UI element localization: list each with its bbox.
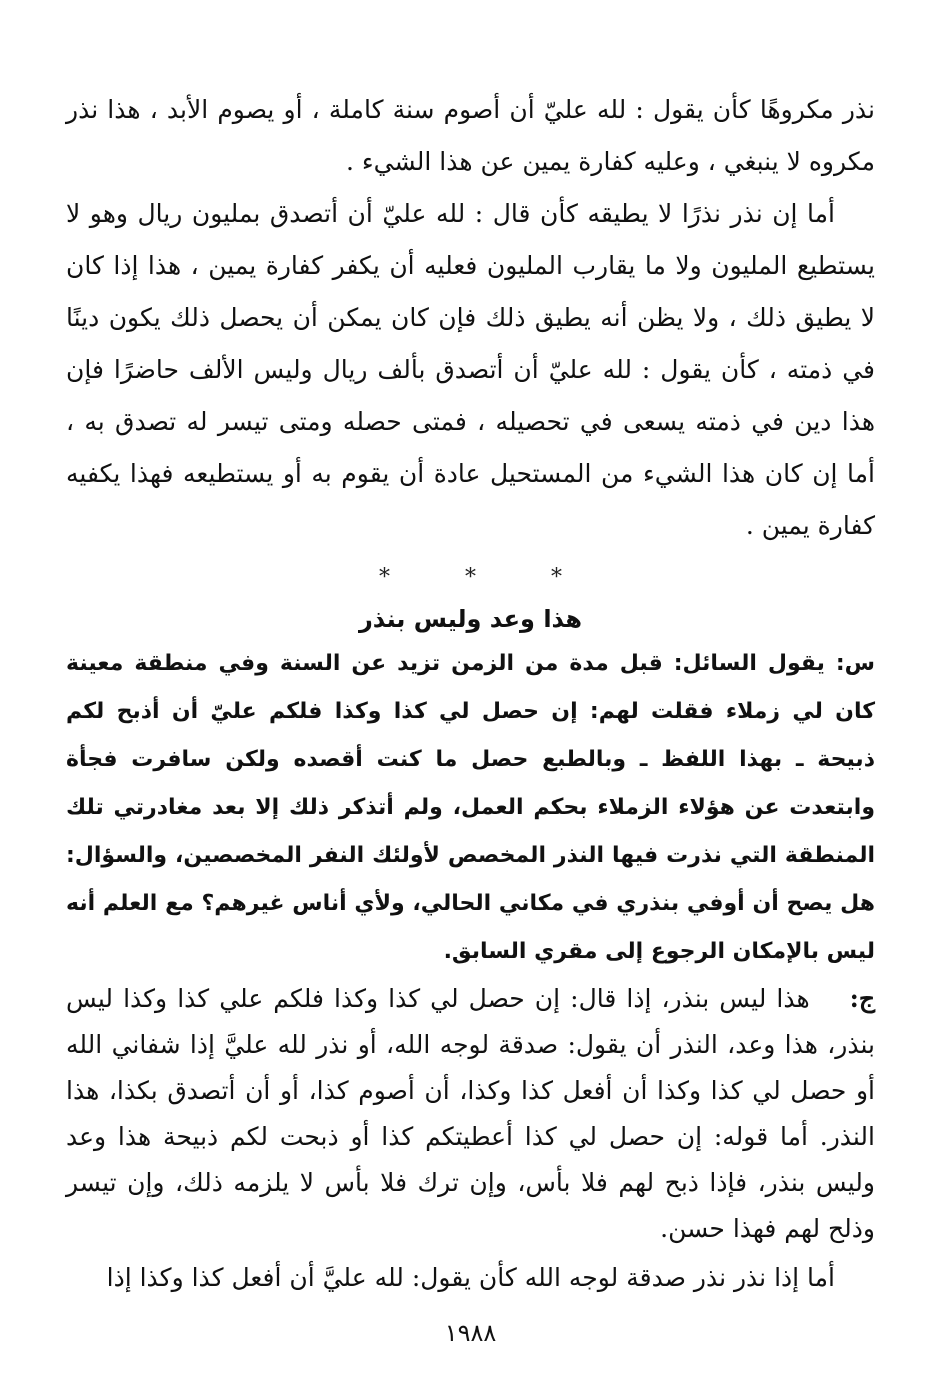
paragraph-continuation: أما إذا نذر نذر صدقة لوجه الله كأن يقول: لله عليَّ أن أفعل كذا وكذا إذا — [106, 1263, 835, 1292]
section-separator — [66, 558, 875, 598]
answer-label: ج: — [849, 984, 875, 1013]
separator-star: * — [465, 565, 476, 590]
answer-text: هذا ليس بنذر، إذا قال: إن حصل لي كذا وكذا فلكم علي كذا وكذا ليس بنذر، هذا وعد، النذر أن يقول: صدقة لوجه الله، أو نذر لله عليَّ إذا شفاني الله أو حصل لي كذا وكذا أن أفعل كذا وكذا، أن أصوم كذا، أو أن أتصدق بكذا، هذا النذر. أما قوله: إن حصل لي كذا أعطيتكم كذا أو ذبحت لكم ذبيحة هذا وعد وليس بنذر، فإذا ذبح لهم فلا بأس، وإن ترك فلا بأس لا يلزمه ذلك، وإن تيسر وذلح لهم فهذا حسن. — [66, 984, 875, 1243]
separator-star: * — [551, 565, 562, 590]
separator-star: * — [379, 565, 390, 590]
answer-paragraph — [66, 976, 875, 1252]
page-number: ١٩٨٨ — [444, 1319, 497, 1347]
section-title: هذا وعد وليس بنذر — [358, 605, 583, 633]
paragraph-unbearable-vow: أما إن نذر نذرًا لا يطيقه كأن قال : لله عليّ أن أتصدق بمليون ريال وهو لا يستطيع المليون ولا ما يقارب المليون فعليه أن يكفر كفارة يمين ، هذا إذا كان لا يطيق ذلك ، ولا يظن أنه يطيق ذلك فإن كان يمكن أن يحصل ذلك يكون دينًا في ذمته ، كأن يقول : لله عليّ أن أتصدق بألف ريال وليس الألف حاضرًا فإن هذا دين في ذمته يسعى في تحصيله ، فمتى حصله ومتى تيسر له تصدق به ، أما إن كان هذا الشيء من المستحيل عادة أن يقوم به أو يستطيعه فهذا يكفيه كفارة يمين . — [66, 199, 875, 540]
question-paragraph: س: يقول السائل: قبل مدة من الزمن تزيد عن السنة وفي منطقة معينة كان لي زملاء فقلت لهم: إن حصل لي كذا وكذا فلكم عليّ أن أذبح لكم ذبيحة ـ بهذا اللفظ ـ وبالطبع حصل ما كنت أقصده ولكن سافرت فجأة وابتعدت عن هؤلاء الزملاء بحكم العمل، ولم أتذكر ذلك إلا بعد مغادرتي تلك المنطقة التي نذرت فيها النذر المخصص لأولئك النفر المخصصين، والسؤال: هل يصح أن أوفي بنذري في مكاني الحالي، ولأي أناس غيرهم؟ مع العلم أنه ليس بالإمكان الرجوع إلى مقري السابق. — [66, 651, 875, 964]
page-body — [66, 84, 875, 1304]
paragraph-makruh-vow: نذر مكروهًا كأن يقول : لله عليّ أن أصوم سنة كاملة ، أو يصوم الأبد ، هذا نذر مكروه لا ينبغي ، وعليه كفارة يمين عن هذا الشيء . — [66, 95, 875, 176]
